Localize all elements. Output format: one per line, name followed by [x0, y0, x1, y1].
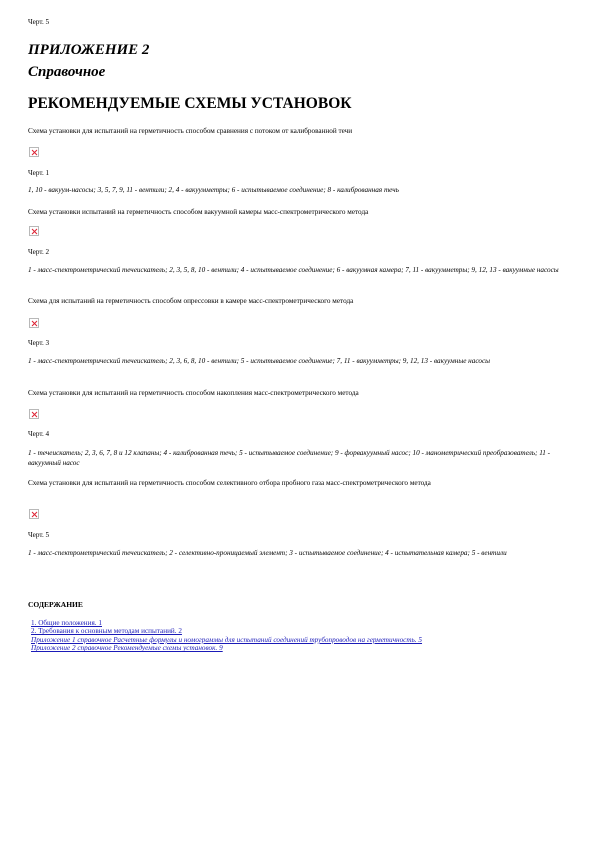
appendix-subtitle: Справочное [28, 64, 106, 80]
broken-image-icon [29, 509, 39, 519]
figure-caption: Черт. 5 [28, 531, 50, 539]
figure-legend: 1 - течеискатель; 2, 3, 6, 7, 8 и 12 клапаны; 4 - калиброванная течь; 5 - испытываемое соединение; 9 - форвакуумный насос; 10 - манометрический преобразователь; 11 - вакуумный насос [28, 449, 551, 467]
scheme-description: Схема установки испытаний на герметичность способом вакуумной камеры масс-спектрометрического метода [28, 208, 369, 216]
appendix-title: ПРИЛОЖЕНИЕ 2 [28, 42, 150, 58]
main-heading: РЕКОМЕНДУЕМЫЕ СХЕМЫ УСТАНОВОК [28, 95, 352, 112]
scheme-description: Схема установки для испытаний на герметичность способом селективного отбора пробного газа масс-спектрометрического метода [28, 479, 431, 487]
figure-caption: Черт. 2 [28, 248, 50, 256]
figure-caption: Черт. 4 [28, 430, 50, 438]
toc-link[interactable]: Приложение 2 справочное Рекомендуемые схемы установок. 9 [31, 644, 223, 653]
toc-link[interactable]: 1. Общие положения. 1 [31, 619, 102, 627]
toc-link[interactable]: 2. Требования к основным методам испытаний. 2 [31, 627, 182, 636]
figure-caption: Черт. 3 [28, 339, 50, 347]
broken-image-icon [29, 226, 39, 236]
figure-legend: 1, 10 - вакуум-насосы; 3, 5, 7, 9, 11 - вентили; 2, 4 - вакуумметры; 6 - испытываемое соединение; 8 - калиброванная течь [28, 186, 399, 194]
figure-caption: Черт. 5 [28, 18, 50, 26]
scheme-description: Схема для испытаний на герметичность способом опрессовки в камере масс-спектрометрического метода [28, 297, 354, 305]
scheme-description: Схема установки для испытаний на герметичность способом накопления масс-спектрометрического метода [28, 389, 359, 397]
figure-legend: 1 - масс-спектрометрический течеискатель; 2 - селективно-проницаемый элемент; 3 - испытываемое соединение; 4 - испытательная камера; 5 - вентили [28, 549, 507, 557]
figure-caption: Черт. 1 [28, 169, 50, 177]
broken-image-icon [29, 318, 39, 328]
figure-legend: 1 - масс-спектрометрический течеискатель; 2, 3, 5, 8, 10 - вентили; 4 - испытываемое соединение; 6 - вакуумная камера; 7, 11 - вакуумметры; 9, 12, 13 - вакуумные насосы [28, 266, 559, 274]
scheme-description: Схема установки для испытаний на герметичность способом сравнения с потоком от калиброванной течи [28, 127, 353, 135]
broken-image-icon [29, 147, 39, 157]
toc-link[interactable]: Приложение 1 справочное Расчетные формулы и номограммы для испытаний соединений трубопроводов на герметичность. 5 [31, 635, 423, 644]
figure-legend: 1 - масс-спектрометрический течеискатель; 2, 3, 6, 8, 10 - вентили; 5 - испытываемое соединение; 7, 11 - вакуумметры; 9, 12, 13 - вакуумные насосы [28, 357, 491, 365]
table-of-contents [31, 619, 511, 653]
toc-title: СОДЕРЖАНИЕ [28, 600, 83, 609]
broken-image-icon [29, 409, 39, 419]
